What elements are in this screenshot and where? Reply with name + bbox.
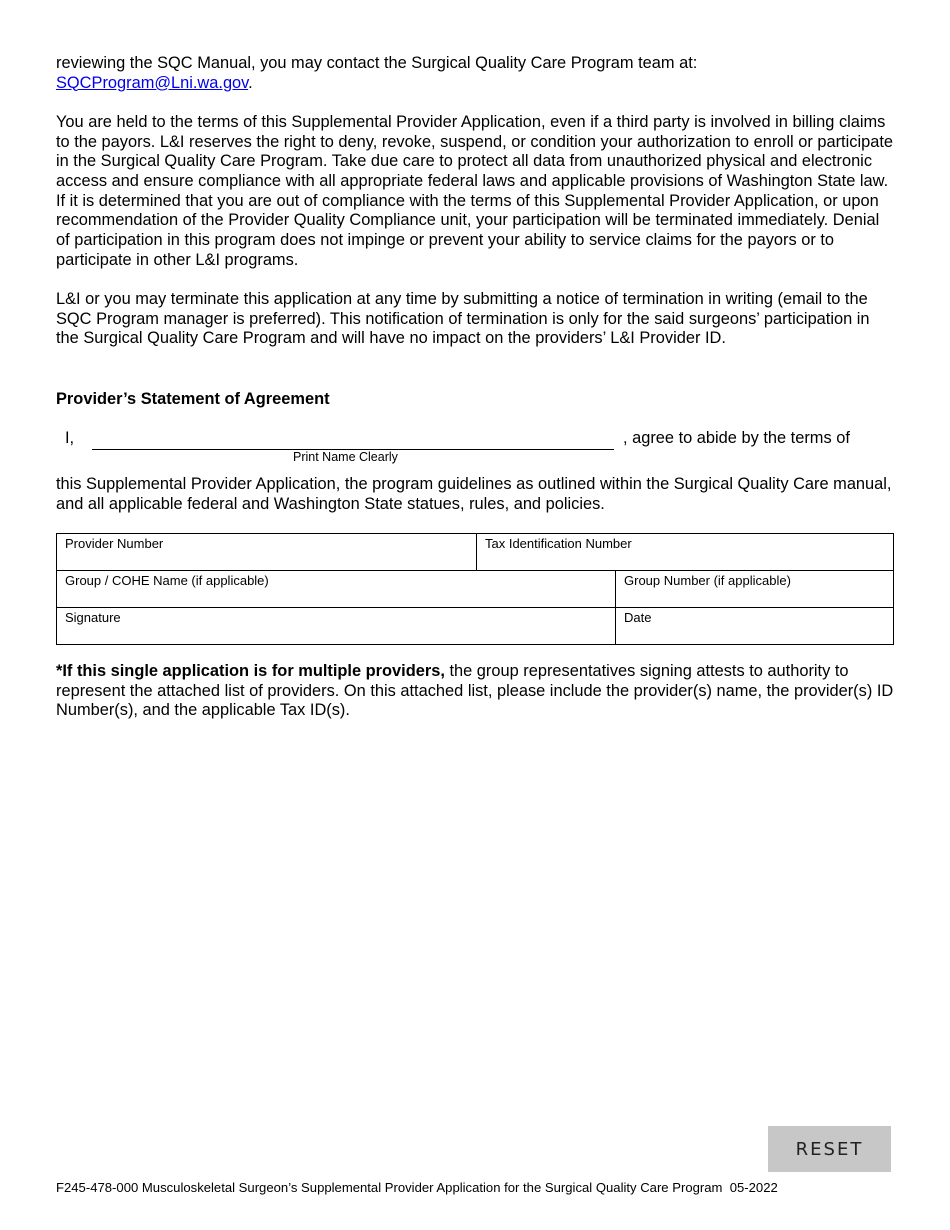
agreement-continuation: this Supplemental Provider Application, the program guidelines as outlined within the Surgical Quality Care manual, and all applicable federal and Washington State statues, rules, and policies.	[56, 475, 892, 513]
table-row	[57, 534, 893, 571]
group-name-label: Group / COHE Name (if applicable)	[65, 573, 269, 588]
terms-paragraph: You are held to the terms of this Supplemental Provider Application, even if a third party is involved in billing claims to the payors. L&I reserves the right to deny, revoke, suspend, or condition your authorization to enroll or participate in the Surgical Quality Care Program. Take due care to protect all data from unauthorized physical and electronic access and ensure compliance with all appropriate federal laws and applicable provisions of Washington State law. If it is determined that you are out of compliance with the terms of this Supplemental Provider Application, or upon recommendation of the Provider Quality Compliance unit, your participation will be terminated immediately. Denial of participation in this program does not impinge or prevent your ability to service claims for the payors or to participate in other L&I programs.	[56, 112, 893, 269]
group-number-input[interactable]	[624, 590, 887, 606]
email-suffix: .	[248, 73, 253, 92]
date-label: Date	[624, 610, 652, 625]
print-name-caption: Print Name Clearly	[293, 450, 398, 464]
contact-paragraph	[56, 54, 894, 93]
signature-input[interactable]	[65, 627, 609, 643]
tax-id-input[interactable]	[485, 553, 887, 569]
tax-id-cell	[476, 534, 893, 570]
agreement-name-line	[56, 429, 894, 469]
multi-provider-text: the group representatives signing attests to authority to represent the attached list of providers. On this attached list, please include the provider(s) name, the provider(s) ID Number(s), and the applicable Tax ID(s).	[56, 662, 894, 720]
table-row	[57, 608, 893, 644]
multi-provider-note	[56, 662, 894, 721]
group-number-cell	[615, 571, 893, 607]
multi-provider-bold: *If this single application is for multiple providers,	[56, 662, 445, 680]
agreement-title: Provider’s Statement of Agreement	[56, 390, 330, 408]
agreement-prefix: I,	[65, 429, 75, 447]
provider-info-table	[56, 533, 894, 645]
signature-cell	[57, 608, 615, 644]
date-cell	[615, 608, 893, 644]
document-page	[56, 54, 894, 720]
provider-number-cell	[57, 534, 476, 570]
group-number-label: Group Number (if applicable)	[624, 573, 791, 588]
form-footer: F245-478-000 Musculoskeletal Surgeon’s Supplemental Provider Application for the Surgical Quality Care Program 05-2022	[56, 1180, 778, 1195]
provider-number-label: Provider Number	[65, 536, 164, 551]
reset-button[interactable]: RESET	[768, 1126, 891, 1172]
provider-number-input[interactable]	[65, 553, 470, 569]
termination-paragraph: L&I or you may terminate this application at any time by submitting a notice of termination in writing (email to the SQC Program manager is preferred). This notification of termination is only for the said surgeons’ participation in the Surgical Quality Care Program and will have no impact on the providers’ L&I Provider ID.	[56, 290, 870, 348]
print-name-input[interactable]	[92, 429, 614, 450]
agreement-suffix: , agree to abide by the terms of	[623, 429, 850, 447]
group-name-cell	[57, 571, 615, 607]
tax-id-label: Tax Identification Number	[485, 536, 632, 551]
contact-text: reviewing the SQC Manual, you may contact the Surgical Quality Care Program team at:	[56, 54, 698, 72]
date-input[interactable]	[624, 627, 887, 643]
table-row	[57, 571, 893, 608]
signature-label: Signature	[65, 610, 121, 625]
sqc-email-link[interactable]: SQCProgram@Lni.wa.gov	[56, 73, 249, 92]
group-name-input[interactable]	[65, 590, 609, 606]
